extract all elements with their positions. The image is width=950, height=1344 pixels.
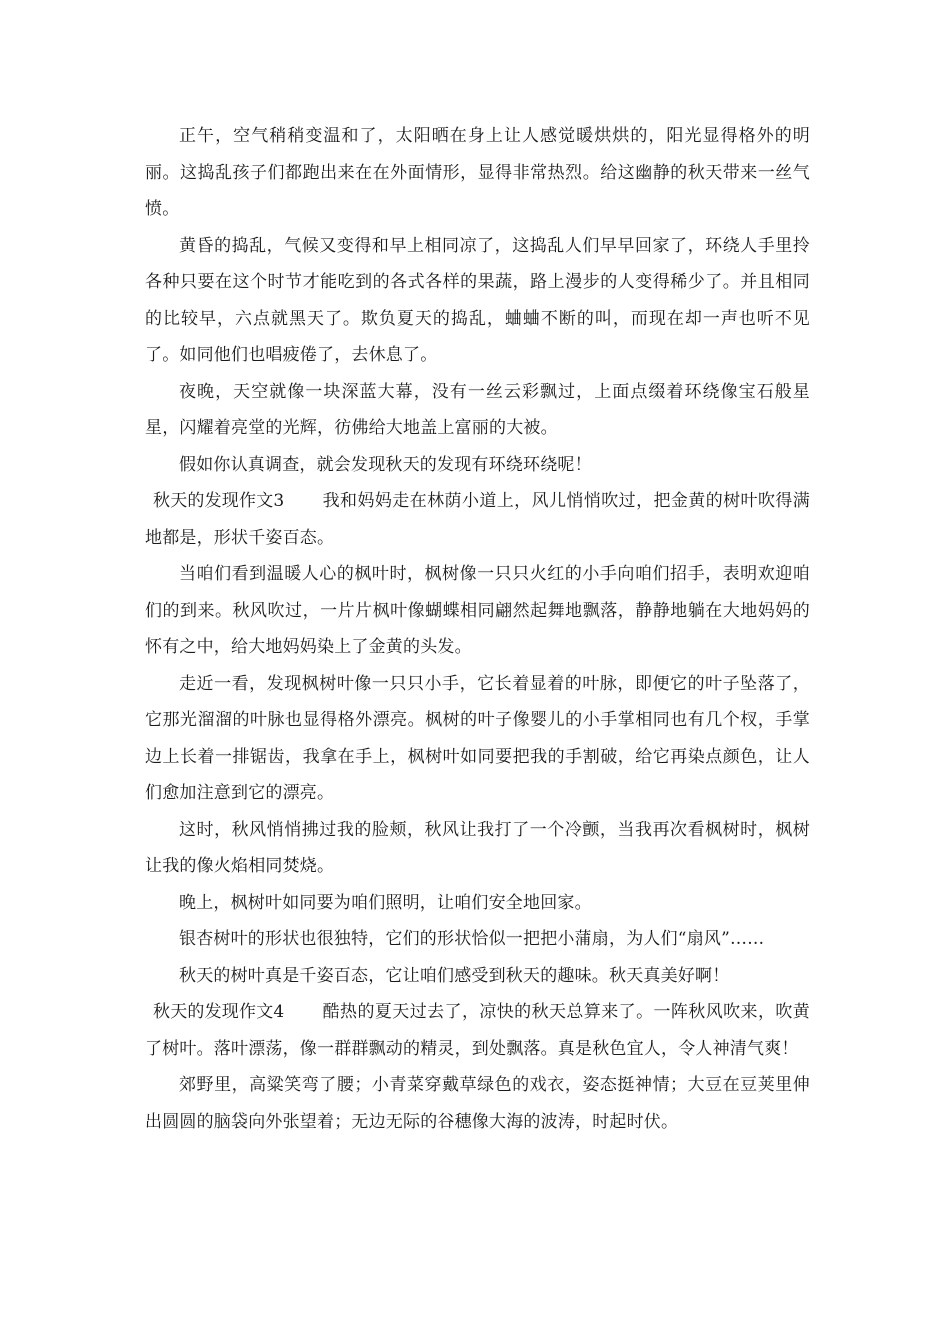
paragraph-noon: 正午，空气稍稍变温和了，太阳晒在身上让人感觉暖烘烘的，阳光显得格外的明丽。这捣乱孩子们都跑出来在在外面情形，显得非常热烈。给这幽静的秋天带来一丝气愤。	[145, 126, 810, 219]
paragraph-night: 夜晚，天空就像一块深蓝大幕，没有一丝云彩飘过，上面点缀着环绕像宝石般星星，闪耀着亮堂的光辉，彷佛给大地盖上富丽的大被。	[145, 381, 810, 438]
paragraph-conclusion: 假如你认真调查，就会发现秋天的发现有环绕环绕呢！	[179, 454, 592, 475]
section-3-paragraph: 这时，秋风悄悄拂过我的脸颊，秋风让我打了一个冷颤，当我再次看枫树时，枫树让我的像火焰相同焚烧。	[145, 819, 810, 876]
section-3-title: 秋天的发现作文3	[153, 491, 285, 511]
document-body	[145, 118, 810, 1140]
section-4-title: 秋天的发现作文4	[153, 1002, 285, 1022]
section-3-paragraph: 晚上，枫树叶如同要为咱们照明，让咱们安全地回家。	[179, 892, 592, 913]
section-3-first-text: 我和妈妈走在林荫小道上，风儿悄悄吹过，把金黄的树叶吹得满地都是，形状千姿百态。	[145, 491, 810, 548]
section-4-first-paragraph	[145, 994, 810, 1067]
section-3-paragraph: 银杏树叶的形状也很独特，它们的形状恰似一把把小蒲扇，为人们“扇风”……	[179, 929, 765, 949]
section-3-paragraph: 秋天的树叶真是千姿百态，它让咱们感受到秋天的趣味。秋天真美好啊！	[179, 965, 730, 986]
paragraph-dusk: 黄昏的捣乱，气候又变得和早上相同凉了，这捣乱人们早早回家了，环绕人手里拎各种只要在这个时节才能吃到的各式各样的果蔬，路上漫步的人变得稀少了。并且相同的比较早，六点就黑天了。欺负夏天的捣乱，蛐蛐不断的叫，而现在却一声也听不见了。如同他们也唱疲倦了，去休息了。	[145, 235, 810, 365]
section-4-paragraph: 郊野里，高粱笑弯了腰；小青菜穿戴草绿色的戏衣，姿态挺神情；大豆在豆荚里伸出圆圆的脑袋向外张望着；无边无际的谷穗像大海的波涛，时起时伏。	[145, 1075, 810, 1132]
section-4-first-text: 酷热的夏天过去了，凉快的秋天总算来了。一阵秋风吹来，吹黄了树叶。落叶漂荡，像一群群飘动的精灵，到处飘落。真是秋色宜人，令人神清气爽！	[145, 1002, 810, 1059]
section-3-first-paragraph	[145, 483, 810, 556]
section-3-paragraph: 当咱们看到温暖人心的枫叶时，枫树像一只只火红的小手向咱们招手，表明欢迎咱们的到来。秋风吹过，一片片枫叶像蝴蝶相同翩然起舞地飘落，静静地躺在大地妈妈的怀有之中，给大地妈妈染上了金黄的头发。	[145, 564, 810, 657]
section-3-paragraph: 走近一看，发现枫树叶像一只只小手，它长着显着的叶脉，即便它的叶子坠落了，它那光溜溜的叶脉也显得格外漂亮。枫树的叶子像婴儿的小手掌相同也有几个杈，手掌边上长着一排锯齿，我拿在手上，枫树叶如同要把我的手割破，给它再染点颜色，让人们愈加注意到它的漂亮。	[145, 673, 810, 803]
